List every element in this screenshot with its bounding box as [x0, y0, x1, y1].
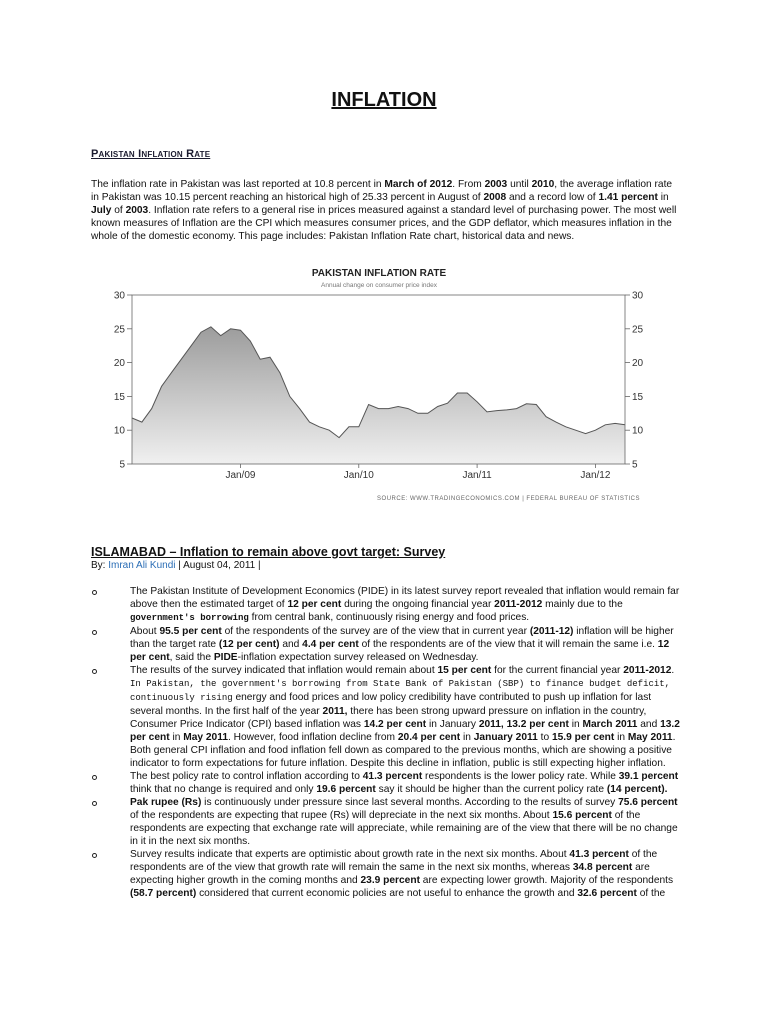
chart-subtitle: Annual change on consumer price index	[321, 282, 437, 289]
y-tick-label-left: 5	[119, 459, 125, 471]
survey-bullet-list	[91, 585, 681, 900]
article-date: August 04, 2011	[183, 560, 256, 571]
intro-paragraph: The inflation rate in Pakistan was last reported at 10.8 percent in March of 2012. From 2003 until 2010, the average inflation rate in Pakistan was 10.15 percent reaching an historical high of 25.33 percent in August of 2008 and a record low of 1.41 percent in July of 2003. Inflation rate refers to a general rise in prices measured against a standard level of purchasing power. The most well known measures of Inflation are the CPI which measures consumer prices, and the GDP deflator, which measures inflation in the whole of the domestic economy. This page includes: Pakistan Inflation Rate chart, historical data and news.	[91, 179, 677, 242]
plot-area	[132, 327, 625, 464]
page-title: INFLATION	[331, 89, 437, 111]
y-tick-label-right: 5	[632, 459, 638, 471]
article-heading: ISLAMABAD – Inflation to remain above govt target: Survey	[91, 545, 446, 559]
y-tick-label-left: 30	[113, 290, 125, 302]
x-tick-label: Jan/12	[580, 470, 611, 481]
chart-title: PAKISTAN INFLATION RATE	[311, 268, 447, 279]
y-tick-label-right: 30	[632, 290, 644, 302]
list-item: About 95.5 per cent of the respondents of the survey are of the view that in current year (2011-12) inflation will be higher than the target rate (12 per cent) and 4.4 per cent of the respondents are of the view that it will remain the same i.e. 12 per cent, said the PIDE-inflation expectation survey released on Wednesday.	[91, 625, 681, 664]
y-tick-label-left: 25	[113, 324, 125, 336]
chart-svg	[92, 262, 672, 507]
byline: By: Imran Ali Kundi | August 04, 2011 |	[91, 560, 261, 571]
list-item: Pak rupee (Rs) is continuously under pressure since last several months. According to the results of survey 75.6 percent of the respondents are expecting that rupee (Rs) will depreciate in the next six months. About 15.6 percent of the respondents are expecting that exchange rate will appreciate, while remaining are of the view that there will be no change in it in the next six months.	[91, 796, 681, 848]
list-item: The Pakistan Institute of Development Economics (PIDE) in its latest survey report revealed that inflation would remain far above then the estimated target of 12 per cent during the ongoing financial year 2011-2012 mainly due to the government's borrowing from central bank, continuously rising energy and food prices.	[91, 585, 681, 625]
series-area	[132, 327, 625, 464]
inflation-chart	[92, 262, 672, 512]
x-tick-label: Jan/09	[225, 470, 256, 481]
chart-source: SOURCE: WWW.TRADINGECONOMICS.COM | FEDERAL BUREAU OF STATISTICS	[377, 496, 640, 502]
y-tick-label-left: 20	[113, 358, 125, 370]
x-tick-label: Jan/11	[462, 470, 492, 481]
list-item: The results of the survey indicated that inflation would remain about 15 per cent for the current financial year 2011-2012. In Pakistan, the government's borrowing from State Bank of Pakistan (SBP) to finance budget deficit, continuously rising energy and food prices and low policy credibility have contributed to push up inflation for last several months. In the first half of the year 2011, there has been strong upward pressure on inflation in the country, Consumer Price Indicator (CPI) based inflation was 14.2 per cent in January 2011, 13.2 per cent in March 2011 and 13.2 per cent in May 2011. However, food inflation decline from 20.4 per cent in January 2011 to 15.9 per cent in May 2011. Both general CPI inflation and food inflation fell down as compared to the previous months, which are showing a positive indicator to form expectations for future inflation. Despite this decline in inflation, public is still expecting higher inflation.	[91, 664, 681, 770]
x-tick-label: Jan/10	[343, 470, 374, 481]
y-tick-label-left: 15	[113, 391, 125, 403]
author-link[interactable]: Imran Ali Kundi	[108, 560, 176, 571]
y-tick-label-right: 15	[632, 391, 644, 403]
list-item: The best policy rate to control inflation according to 41.3 percent respondents is the lower policy rate. While 39.1 percent think that no change is required and only 19.6 percent say it should be higher than the current policy rate (14 percent).	[91, 770, 681, 796]
list-item: Survey results indicate that experts are optimistic about growth rate in the next six months. About 41.3 percent of the respondents are of the view that growth rate will remain the same in the next six months, whereas 34.8 percent are expecting higher growth in the coming months and 23.9 percent are expecting lower growth. Majority of the respondents (58.7 percent) considered that current economic policies are not useful to enhance the growth and 32.6 percent of the	[91, 848, 681, 900]
y-tick-label-right: 25	[632, 324, 644, 336]
y-tick-label-left: 10	[113, 425, 125, 437]
y-tick-label-right: 10	[632, 425, 644, 437]
y-tick-label-right: 20	[632, 358, 644, 370]
section-heading: Pakistan Inflation Rate	[91, 148, 211, 160]
